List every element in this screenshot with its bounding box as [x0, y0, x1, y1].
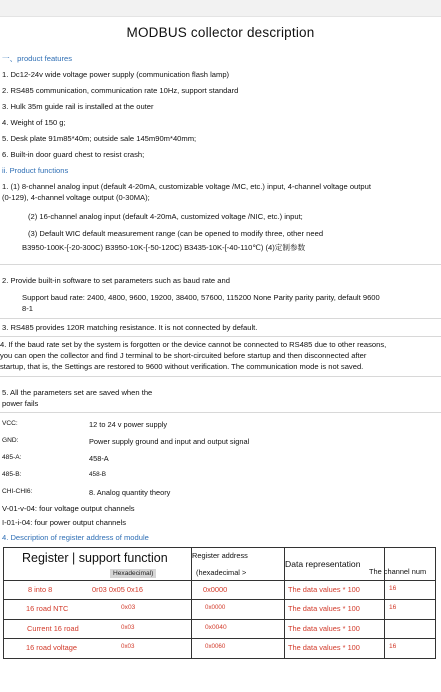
- feature-item: 1. Dc12-24v wide voltage power supply (communication flash lamp): [2, 70, 230, 79]
- function-5-line-2: power fails: [2, 399, 39, 408]
- function-4-line-2: you can open the collector and find J terminal to be short-circuited before startup and then disconnected after: [0, 351, 367, 360]
- table-cell-channel: 16: [389, 585, 397, 592]
- function-2-line-2: Support baud rate: 2400, 4800, 9600, 19200, 38400, 57600, 115200 None Parity parity parity, default 9600: [22, 293, 380, 302]
- divider: [0, 264, 441, 265]
- table-cell-name: Current 16 road: [27, 624, 79, 633]
- section-heading-functions: ii. Product functions: [2, 166, 69, 175]
- function-1-line-2: (0-129), 4-channel voltage output (0-30MA);: [2, 193, 150, 202]
- table-col-divider: [384, 547, 385, 659]
- table-cell-data: The data values * 100: [288, 643, 360, 652]
- page-title: MODBUS collector description: [126, 25, 315, 40]
- table-cell-channel: 16: [389, 643, 397, 650]
- terminal-value: 458-B: [89, 471, 107, 478]
- table-border: [435, 547, 436, 659]
- function-3: 3. RS485 provides 120R matching resistance. It is not connected by default.: [2, 323, 258, 332]
- terminal-key: 485-B:: [2, 471, 22, 478]
- divider: [0, 318, 441, 319]
- table-cell-func: 0x03: [121, 624, 135, 631]
- feature-item: 5. Desk plate 91m85*40m; outside sale 145m90m*40mm;: [2, 134, 197, 143]
- window-top-bar: [0, 0, 441, 17]
- function-1-sub-3b: B3950-100K-[-20-300C) B3950-10K-[-50-120C) B3435-10K-[-40-110℃) (4)定制参数: [22, 243, 306, 252]
- function-1-sub-2: (2) 16-channel analog input (default 4-20mA, customized voltage /NIC, etc.) input;: [28, 212, 303, 221]
- table-header-address-unit: (hexadecimal >: [196, 568, 247, 577]
- table-cell-name: 8 into 8: [28, 585, 53, 594]
- function-4-line-1: 4. If the baud rate set by the system is forgotten or the device cannot be connected to RS485 due to other reasons,: [0, 340, 387, 349]
- table-border: [3, 658, 436, 659]
- table-col-divider: [191, 547, 192, 659]
- table-cell-name: 16 road voltage: [26, 643, 77, 652]
- table-cell-func: 0r03 0x05 0x16: [92, 585, 143, 594]
- register-table: [3, 547, 436, 659]
- table-cell-address: 0x0000: [205, 604, 226, 611]
- table-cell-func: 0x03: [121, 643, 135, 650]
- function-2-line-1: 2. Provide built-in software to set parameters such as baud rate and: [2, 276, 230, 285]
- table-row-divider: [3, 599, 436, 600]
- feature-item: 6. Built-in door guard chest to resist crash;: [2, 150, 145, 159]
- function-1-sub-3: (3) Default WIC default measurement range (can be opened to modify three, other need: [28, 229, 324, 238]
- terminal-value: 458-A: [89, 454, 109, 463]
- table-header-data: Data representation: [285, 559, 361, 569]
- feature-item: 2. RS485 communication, communication rate 10Hz, support standard: [2, 86, 239, 95]
- terminal-key: 485-A:: [2, 454, 22, 461]
- table-header-register: Register | support function: [22, 551, 168, 565]
- section-heading-features: 一、product features: [2, 54, 73, 63]
- table-cell-channel: 16: [389, 604, 397, 611]
- table-cell-data: The data values * 100: [288, 624, 360, 633]
- table-header-address: Register address: [192, 551, 248, 560]
- function-2-line-3: 8-1: [22, 304, 33, 313]
- terminal-value: 8. Analog quantity theory: [89, 488, 171, 497]
- feature-item: 3. Hulk 35m guide rail is installed at the outer: [2, 102, 154, 111]
- output-line: I-01-i-04: four power output channels: [2, 518, 127, 527]
- terminal-value: 12 to 24 v power supply: [89, 420, 168, 429]
- table-cell-address: 0x0000: [203, 585, 228, 594]
- terminal-key: CHI-CHI6:: [2, 488, 33, 495]
- function-4-line-3: startup, that is, the Settings are restored to 9600 without verification. The communication mode is not saved.: [0, 362, 364, 371]
- section-heading-register: 4. Description of register address of module: [2, 533, 149, 542]
- table-cell-name: 16 road NTC: [26, 604, 69, 613]
- divider: [0, 336, 441, 337]
- function-5-line-1: 5. All the parameters set are saved when the: [2, 388, 153, 397]
- feature-item: 4. Weight of 150 g;: [2, 118, 66, 127]
- table-header-channel: The channel num: [369, 567, 427, 576]
- table-cell-func: 0x03: [121, 604, 136, 611]
- function-1-line-1: 1. (1) 8-channel analog input (default 4-20mA, customizable voltage /MC, etc.) input, 4-channel voltage output: [2, 182, 371, 191]
- table-cell-address: 0x0040: [205, 624, 227, 631]
- terminal-key: VCC:: [2, 420, 18, 427]
- table-cell-data: The data values * 100: [288, 604, 360, 613]
- table-cell-address: 0x0060: [205, 643, 226, 650]
- output-line: V-01-v-04: four voltage output channels: [2, 504, 135, 513]
- table-row-divider: [3, 638, 436, 639]
- terminal-key: GND:: [2, 437, 19, 444]
- divider: [0, 412, 441, 413]
- table-cell-data: The data values * 100: [288, 585, 360, 594]
- table-row-divider: [3, 619, 436, 620]
- divider: [0, 376, 441, 377]
- terminal-value: Power supply ground and input and output signal: [89, 437, 250, 446]
- table-border: [3, 547, 4, 659]
- table-header-hex-tag: Hexadecimal): [110, 569, 156, 578]
- table-border: [3, 547, 436, 548]
